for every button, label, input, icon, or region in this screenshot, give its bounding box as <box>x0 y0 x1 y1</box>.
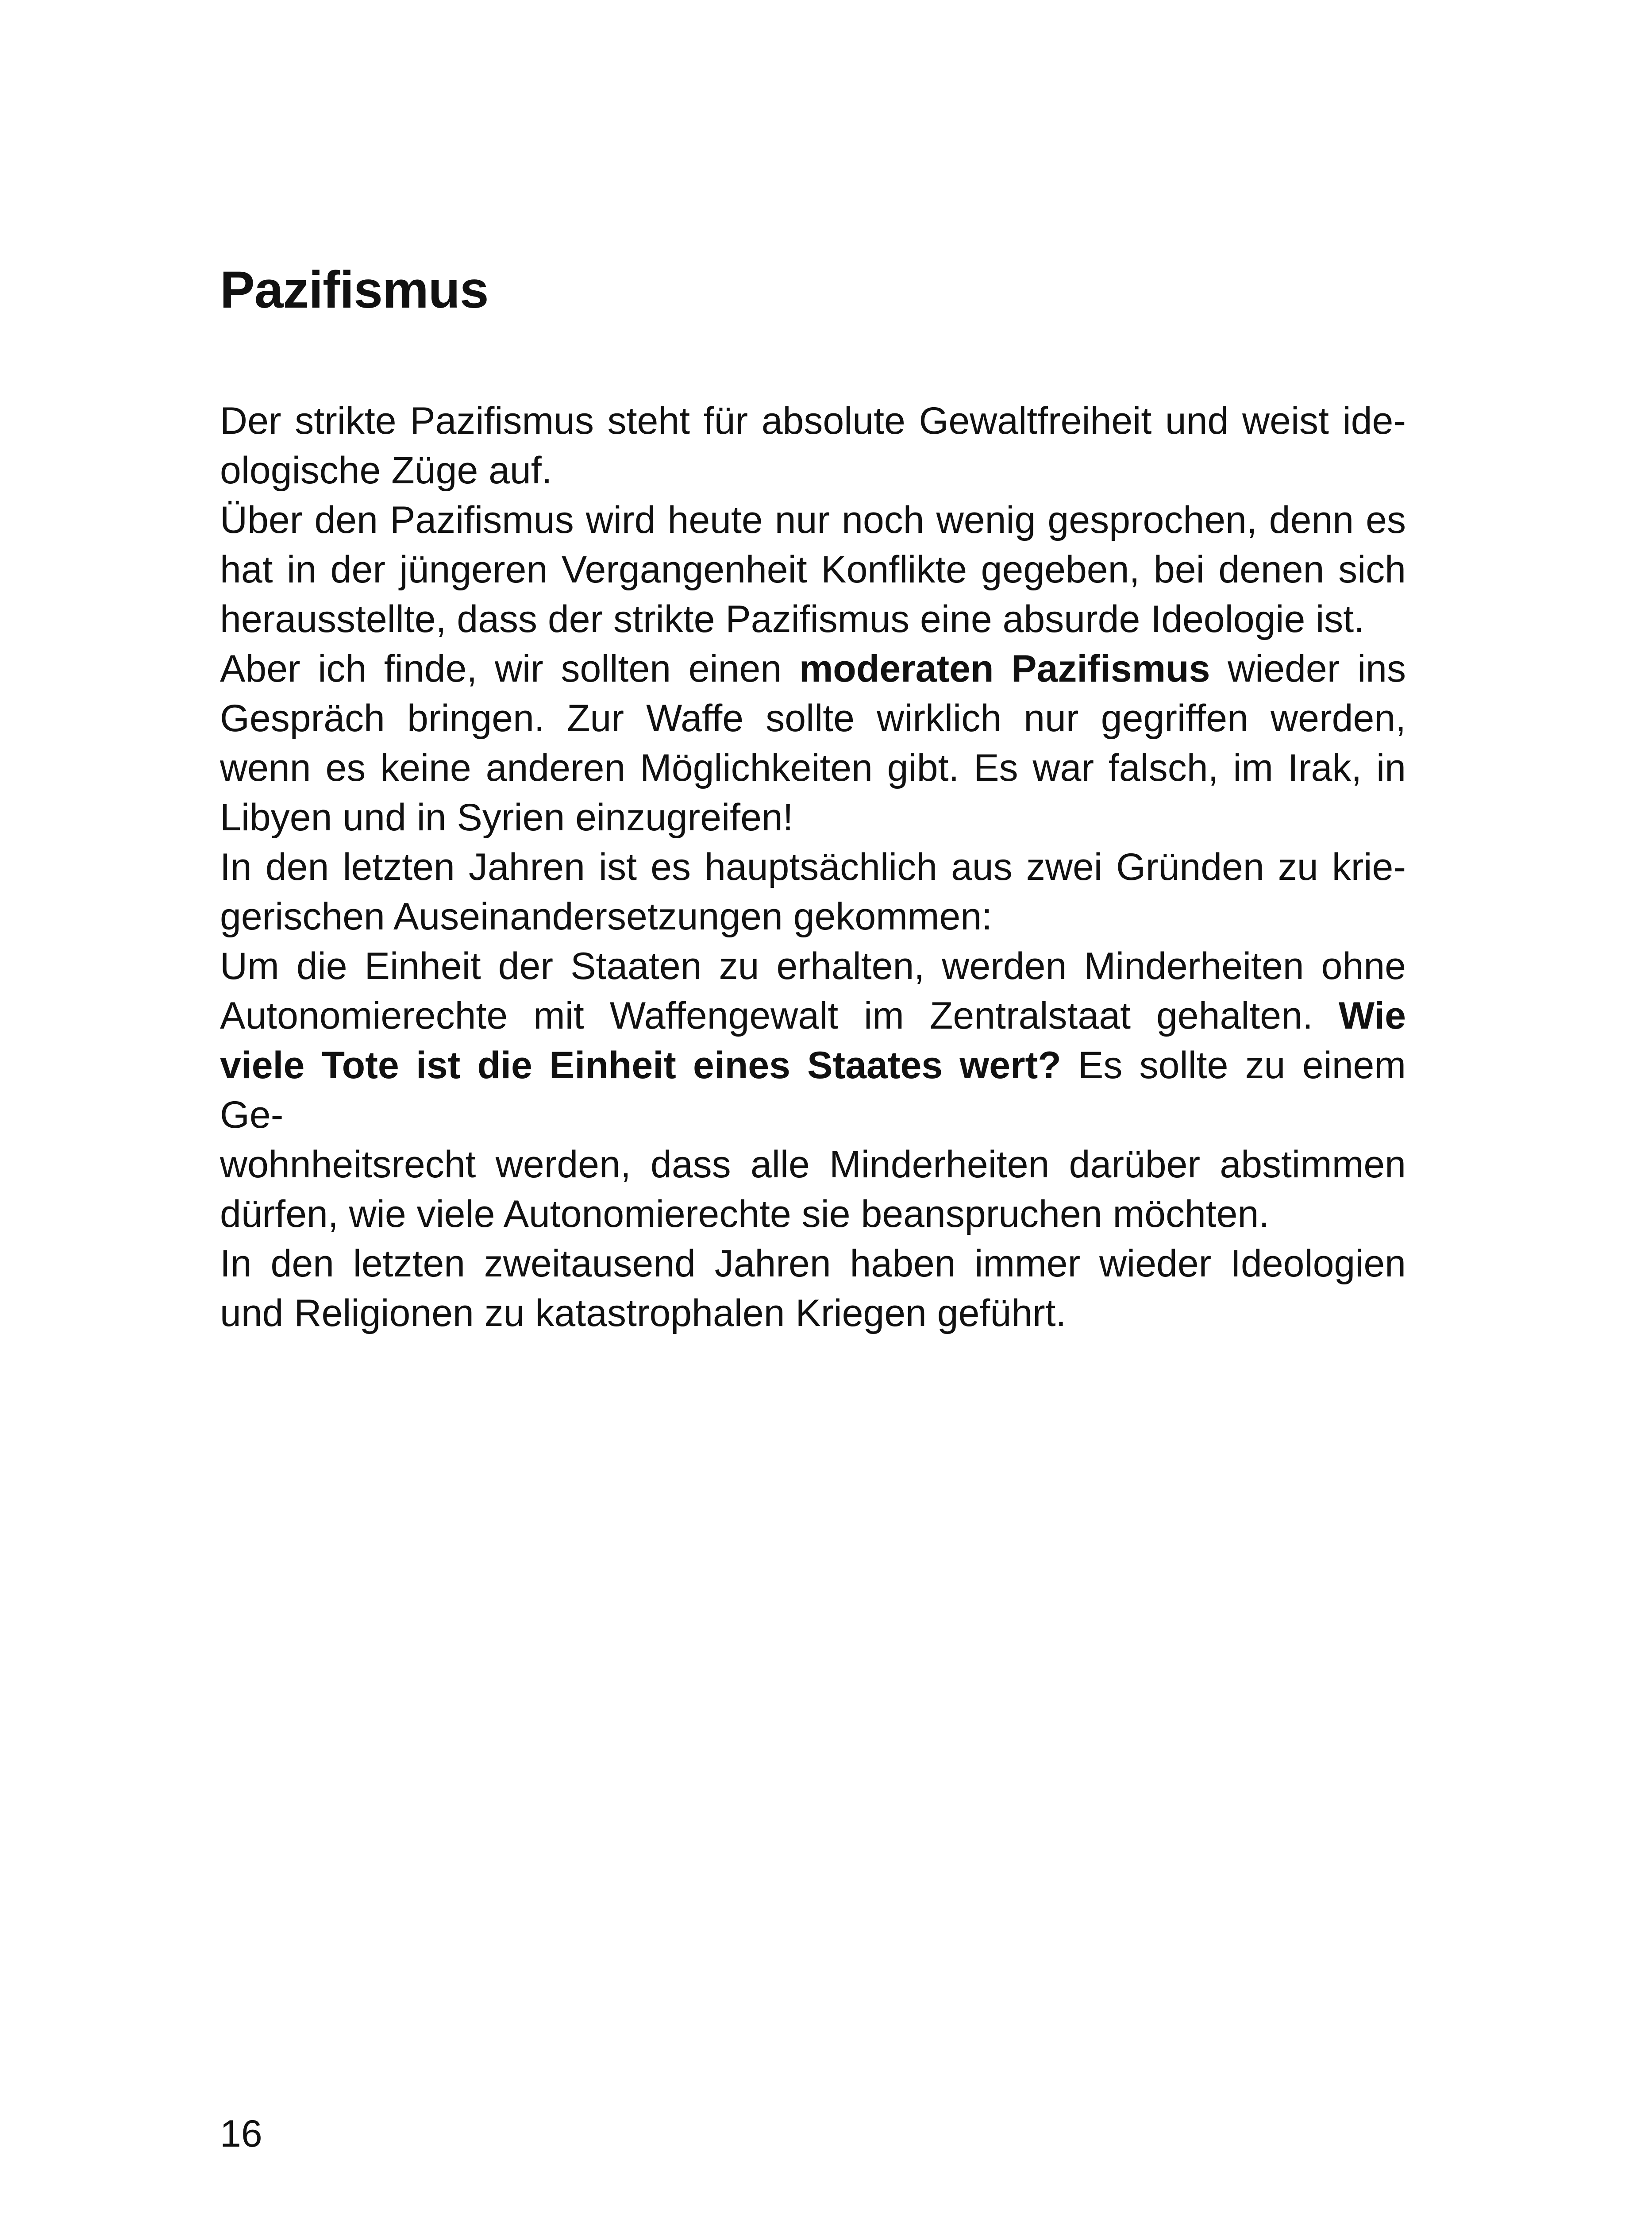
emphasized-text: Wie <box>1338 995 1406 1037</box>
text-line: Über den Pazifismus wird heute nur noch wenig gesprochen, denn es <box>220 499 1406 541</box>
text-line: Der strikte Pazifismus steht für absolute Gewaltfreiheit und weist ide- <box>220 400 1406 442</box>
page-number: 16 <box>220 2113 262 2155</box>
text-line: wohnheitsrecht werden, dass alle Minderheiten darüber abstimmen <box>220 1143 1406 1186</box>
text-line: und Religionen zu katastrophalen Kriegen geführt. <box>220 1292 1067 1334</box>
text-line: ologische Züge auf. <box>220 449 552 492</box>
text-line: Gespräch bringen. Zur Waffe sollte wirklich nur gegriffen werden, <box>220 697 1406 740</box>
text-line: wenn es keine anderen Möglichkeiten gibt. Es war falsch, im Irak, in <box>220 747 1406 789</box>
text-line: In den letzten Jahren ist es hauptsächlich aus zwei Gründen zu krie- <box>220 846 1406 888</box>
text-line <box>220 991 1406 1041</box>
page-title: Pazifismus <box>220 261 489 319</box>
paragraph-1 <box>220 396 1406 495</box>
text-line <box>220 1041 1406 1140</box>
text-segment: Aber ich finde, wir sollten einen <box>220 648 799 690</box>
text-line: gerischen Auseinandersetzungen gekommen: <box>220 895 993 938</box>
text-segment: wieder ins <box>1210 648 1406 690</box>
emphasized-text: moderaten Pazifismus <box>799 648 1210 690</box>
text-line: dürfen, wie viele Autonomierechte sie beanspruchen möchten. <box>220 1193 1270 1235</box>
text-line: Libyen und in Syrien einzugreifen! <box>220 796 793 839</box>
text-segment: Es sollte zu einem Ge- <box>220 1044 1406 1136</box>
text-line: herausstellte, dass der strikte Pazifismus eine absurde Ideologie ist. <box>220 598 1365 640</box>
paragraph-6 <box>220 1239 1406 1338</box>
paragraph-4 <box>220 842 1406 941</box>
body-text <box>220 396 1406 1338</box>
paragraph-5 <box>220 941 1406 1239</box>
text-line <box>220 644 1406 694</box>
text-segment: Autonomierechte mit Waffengewalt im Zentralstaat gehalten. <box>220 995 1339 1037</box>
paragraph-3 <box>220 644 1406 842</box>
emphasized-text: viele Tote ist die Einheit eines Staates wert? <box>220 1044 1061 1087</box>
text-line: hat in der jüngeren Vergangenheit Konflikte gegeben, bei denen sich <box>220 548 1406 591</box>
text-line: Um die Einheit der Staaten zu erhalten, werden Minderheiten ohne <box>220 945 1406 987</box>
paragraph-2 <box>220 495 1406 644</box>
text-line: In den letzten zweitausend Jahren haben immer wieder Ideologien <box>220 1242 1406 1285</box>
